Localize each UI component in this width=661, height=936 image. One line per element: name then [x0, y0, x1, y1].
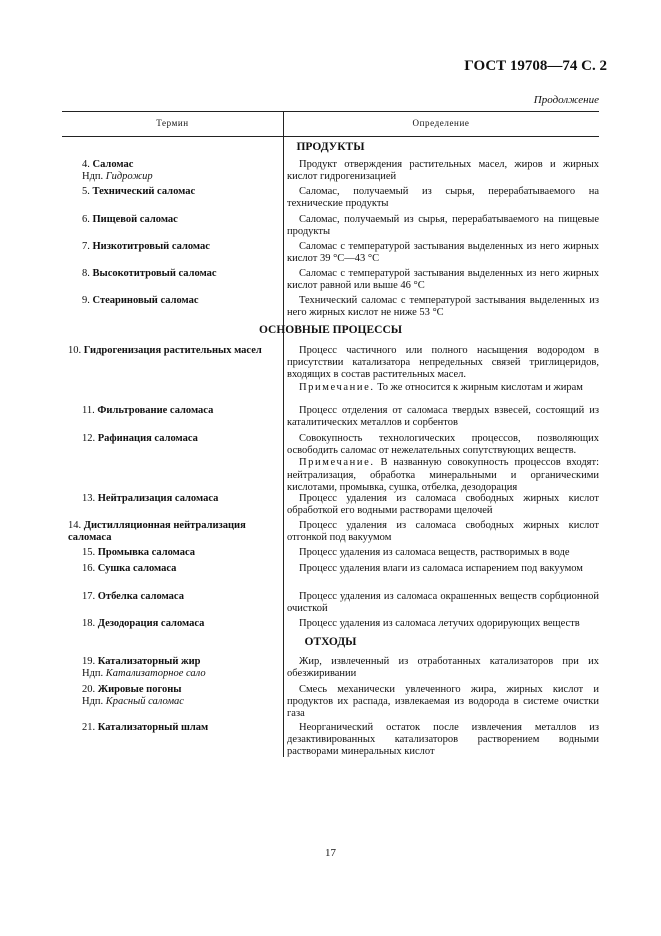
term-definition: Саломас с температурой застывания выделенных из него жирных кислот равной или выше 46 °С [287, 268, 599, 292]
term-number: 10. [68, 345, 82, 356]
column-header-term: Термин [156, 118, 189, 128]
term-row [82, 241, 282, 253]
term-number: 16. [82, 563, 96, 574]
term-row [82, 159, 282, 183]
column-divider [283, 111, 284, 757]
term-number: 19. [82, 656, 96, 667]
terms-table [62, 111, 599, 137]
page-number: 17 [325, 847, 336, 859]
nonrecommended-term: Гидрожир [105, 171, 153, 182]
term-number: 9. [82, 295, 90, 306]
term-definition: Жир, извлеченный из отработанных катализаторов при их обезжиривании [287, 656, 599, 680]
term-number: 14. [68, 520, 82, 531]
term-definition: Смесь механически увлеченного жира, жирных кислот и продуктов их распада, извлекаемая из водорода в системе очистки газа [287, 684, 599, 720]
term-name: Высокотитровый саломас [92, 268, 217, 279]
term-number: 18. [82, 618, 96, 629]
term-name: Саломас [92, 159, 134, 170]
term-number: 11. [82, 405, 95, 416]
term-row [82, 618, 282, 630]
term-number: 17. [82, 591, 96, 602]
term-nonrecommended [82, 668, 282, 680]
note-label: Примечание. [299, 381, 375, 393]
term-definition: Процесс удаления из саломаса летучих одорирующих веществ [299, 618, 580, 629]
term-name: Дезодорация саломаса [97, 618, 205, 629]
term-row [82, 295, 282, 307]
term-row [68, 520, 280, 544]
term-row [82, 268, 282, 280]
term-name: Катализаторный шлам [97, 722, 209, 733]
term-number: 12. [82, 433, 96, 444]
term-name: Нейтрализация саломаса [97, 493, 219, 504]
term-row [82, 722, 282, 734]
term-name: Жировые погоны [97, 684, 182, 695]
term-name: Катализаторный жир [97, 656, 201, 667]
section-heading-waste: ОТХОДЫ [304, 636, 357, 648]
term-row [82, 684, 282, 708]
term-number: 6. [82, 214, 90, 225]
nonrecommended-prefix: Ндп. [82, 171, 104, 182]
term-name: Фильтрование саломаса [97, 405, 214, 416]
continuation-label: Продолжение [533, 94, 599, 106]
section-heading-products: ПРОДУКТЫ [296, 141, 365, 153]
term-name: Сушка саломаса [97, 563, 177, 574]
term-name: Стеариновый саломас [92, 295, 199, 306]
nonrecommended-prefix: Ндп. [82, 696, 104, 707]
term-row [68, 345, 280, 357]
table-header [62, 111, 599, 137]
term-definition: Саломас, получаемый из сырья, перерабатываемого на пищевые продукты [287, 214, 599, 238]
term-definition: Процесс удаления влаги из саломаса испарением под вакуумом [299, 563, 583, 574]
term-name: Пищевой саломас [92, 214, 178, 225]
term-number: 15. [82, 547, 96, 558]
nonrecommended-term: Красный саломас [105, 696, 184, 707]
term-name: Рафинация саломаса [97, 433, 198, 444]
term-definition: Процесс удаления из саломаса веществ, растворимых в воде [299, 547, 570, 558]
term-definition: Процесс удаления из саломаса свободных жирных кислот обработкой его водными растворами щелочей [287, 493, 599, 517]
term-definition: Процесс удаления из саломаса окрашенных веществ сорбционной очисткой [287, 591, 599, 615]
term-number: 7. [82, 241, 90, 252]
term-definition: Саломас, получаемый из сырья, перерабатываемого на технические продукты [287, 186, 599, 210]
term-number: 13. [82, 493, 96, 504]
term-row [82, 591, 282, 603]
term-number: 5. [82, 186, 90, 197]
note-text: В названную совокупность процессов входят: нейтрализация, обработка минеральными и органическими кислотами, промывка, сушка, отбелка, дезодорация [287, 457, 599, 493]
term-row [82, 405, 282, 417]
section-heading-processes: ОСНОВНЫЕ ПРОЦЕССЫ [258, 324, 403, 336]
term-row [82, 433, 282, 445]
term-name: Технический саломас [92, 186, 196, 197]
term-definition: Саломас с температурой застывания выделенных из него жирных кислот 39 °С—43 °С [287, 241, 599, 265]
term-name: Гидрогенизация растительных масел [83, 345, 262, 356]
term-name: Дистилляционная нейтрализация саломаса [68, 520, 246, 543]
term-nonrecommended [82, 171, 282, 183]
term-row [82, 656, 282, 680]
note-text: То же относится к жирным кислотам и жирам [377, 381, 583, 393]
term-definition: Процесс частичного или полного насыщения водородом в присутствии катализатора непредельных связей триглицеридов, входящих в состав растительных масел. Примечание. То же относится к жирным кислотам и жирам [287, 345, 599, 393]
term-nonrecommended [82, 696, 282, 708]
term-number: 8. [82, 268, 90, 279]
term-definition: Продукт отверждения растительных масел, жиров и жирных кислот гидрогенизацией [287, 159, 599, 183]
term-number: 20. [82, 684, 96, 695]
nonrecommended-term: Катализаторное сало [105, 668, 206, 679]
term-row [82, 214, 282, 226]
term-row [82, 547, 282, 559]
nonrecommended-prefix: Ндп. [82, 668, 104, 679]
term-number: 4. [82, 159, 90, 170]
note-label: Примечание. [299, 457, 375, 469]
term-row [82, 493, 282, 505]
term-definition: Совокупность технологических процессов, позволяющих освободить саломас от нежелательных сопутствующих веществ. Примечание. В названную совокупность процессов входят: нейтрализация, обработка минеральными и органическими кислотами, промывка, сушка, отбелка, дезодорация [287, 433, 599, 493]
term-name: Промывка саломаса [97, 547, 196, 558]
document-code: ГОСТ 19708—74 С. 2 [464, 58, 607, 74]
term-definition: Неорганический остаток после извлечения металлов из дезактивированных катализаторов растворением водными растворами минеральных кислот [287, 722, 599, 758]
term-name: Отбелка саломаса [97, 591, 184, 602]
term-row [82, 186, 282, 198]
term-definition: Технический саломас с температурой застывания выделенных из него жирных кислот не ниже 53 °С [287, 295, 599, 319]
column-header-definition: Определение [412, 118, 470, 128]
term-row [82, 563, 282, 575]
term-definition: Процесс отделения от саломаса твердых взвесей, состоящий из каталитических металлов и сорбентов [287, 405, 599, 429]
term-number: 21. [82, 722, 96, 733]
term-name: Низкотитровый саломас [92, 241, 210, 252]
term-definition: Процесс удаления из саломаса свободных жирных кислот отгонкой под вакуумом [287, 520, 599, 544]
